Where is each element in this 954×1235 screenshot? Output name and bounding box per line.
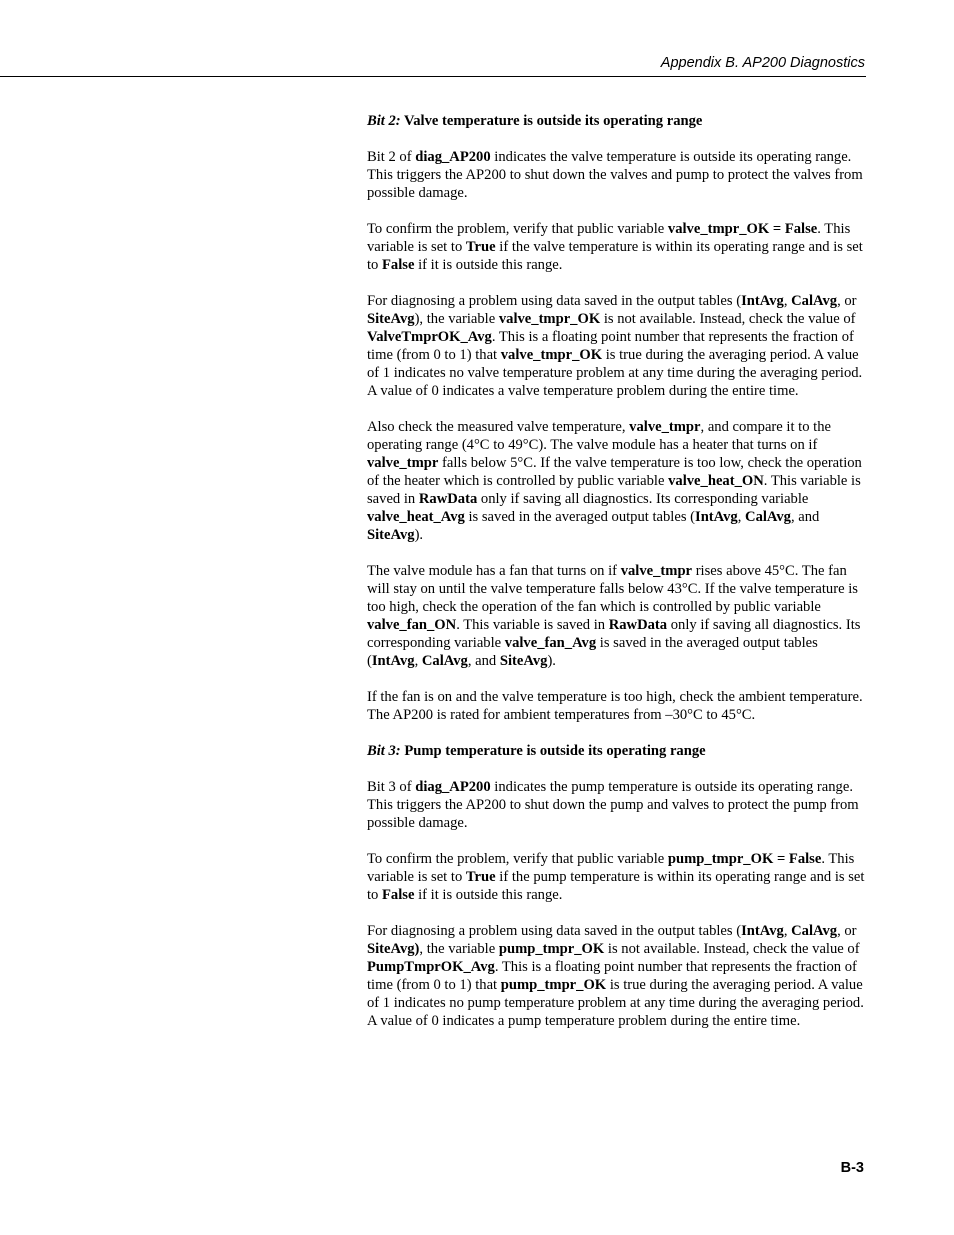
bold-term: CalAvg — [791, 923, 838, 939]
text-run: if it is outside this range. — [414, 887, 563, 903]
text-run: The valve module has a fan that turns on if — [367, 563, 621, 579]
bold-term: PumpTmprOK_Avg — [367, 959, 495, 975]
body-paragraph — [367, 922, 867, 1030]
bold-term: valve_tmpr_OK = False — [667, 221, 818, 237]
body-paragraph — [367, 850, 867, 904]
bold-term: valve_tmpr_OK — [498, 311, 601, 327]
text-run: , the variable — [419, 941, 499, 957]
text-run: rises above 45°C. The fan will stay on until the valve temperature falls below 43°C. If the valve temperature is too high, check the operation of the fan which is controlled by public variable — [367, 563, 858, 615]
text-run: is saved in the averaged output tables ( — [367, 635, 818, 669]
text-run: indicates the valve temperature is outside its operating range. This triggers the AP200 to shut down the valves and pump to protect the valves from possible damage. — [367, 149, 863, 201]
bold-term: CalAvg — [791, 293, 838, 309]
text-run: is true during the averaging period. A value of 1 indicates no pump temperature problem at any time during the averaging period. A value of 0 indicates a pump temperature problem during the entire time. — [367, 977, 864, 1029]
body-paragraph — [367, 148, 867, 202]
section-heading — [367, 742, 867, 760]
text-run: is true during the averaging period. A value of 1 indicates no valve temperature problem at any time during the averaging period. A value of 0 indicates a valve temperature problem during the entire time. — [367, 347, 863, 399]
body-paragraph — [367, 562, 867, 670]
text-run: . This variable is saved in — [367, 473, 861, 507]
text-run: For diagnosing a problem using data saved in the output tables ( — [367, 923, 742, 939]
text-run: Bit 3 of — [367, 779, 416, 795]
bold-term: valve_tmpr — [620, 563, 693, 579]
body-paragraph — [367, 220, 867, 274]
body-paragraph — [367, 292, 867, 400]
text-run: . This variable is saved in — [456, 617, 609, 633]
text-run: Also check the measured valve temperature, — [367, 419, 630, 435]
text-run: , — [414, 653, 422, 669]
text-run: if the valve temperature is within its operating range and is set to — [367, 239, 863, 273]
body-paragraph — [367, 418, 867, 544]
document-body — [367, 112, 867, 1048]
text-run: falls below 5°C. If the valve temperature is too low, check the operation of the heater which is controlled by public variable — [367, 455, 862, 489]
bold-term: valve_heat_Avg — [367, 509, 465, 525]
bit-label: Bit 3: — [367, 743, 401, 759]
bold-term: pump_tmpr_OK = False — [667, 851, 822, 867]
text-run: . This variable is set to — [367, 851, 855, 885]
text-run: Bit 2 of — [367, 149, 416, 165]
bold-term: SiteAvg — [367, 527, 415, 543]
text-run: , and compare it to the operating range (4°C to 49°C). The valve module has a heater that turns on if — [367, 419, 832, 453]
text-run: if it is outside this range. — [414, 257, 563, 273]
text-run: ). — [547, 653, 556, 669]
bold-term: valve_tmpr_OK — [500, 347, 603, 363]
section-heading — [367, 112, 867, 130]
text-run: indicates the pump temperature is outside its operating range. This triggers the AP200 to shut down the pump and valves to protect the pump from possible damage. — [367, 779, 859, 831]
bold-term: ValveTmprOK_Avg — [367, 329, 492, 345]
bold-term: IntAvg — [741, 923, 784, 939]
bold-term: CalAvg — [421, 653, 468, 669]
section-title: Valve temperature is outside its operating range — [404, 113, 703, 129]
text-run: is not available. Instead, check the value of — [600, 311, 856, 327]
text-run: If the fan is on and the valve temperature is too high, check the ambient temperature. The AP200 is rated for ambient temperatures from –30°C to 45°C. — [367, 689, 863, 723]
bold-term: pump_tmpr_OK — [498, 941, 605, 957]
bold-term: valve_fan_ON — [367, 617, 457, 633]
section-title: Pump temperature is outside its operating range — [404, 743, 706, 759]
text-run: is saved in the averaged output tables ( — [464, 509, 696, 525]
bold-term: True — [465, 239, 496, 255]
bold-term: diag_AP200 — [415, 779, 491, 795]
bold-term: valve_heat_ON — [668, 473, 764, 489]
bold-term: False — [382, 887, 415, 903]
text-run: . This is a floating point number that represents the fraction of time (from 0 to 1) that — [367, 329, 854, 363]
bold-term: IntAvg — [371, 653, 415, 669]
bold-term: pump_tmpr_OK — [500, 977, 607, 993]
running-header: Appendix B. AP200 Diagnostics — [660, 55, 865, 71]
text-run: , — [783, 293, 792, 309]
text-run: ), the variable — [414, 311, 499, 327]
text-run: To confirm the problem, verify that public variable — [367, 221, 668, 237]
bold-term: diag_AP200 — [415, 149, 491, 165]
text-run: , or — [837, 293, 857, 309]
text-run: , and — [467, 653, 500, 669]
text-run: For diagnosing a problem using data saved in the output tables ( — [367, 293, 742, 309]
bold-term: SiteAvg — [499, 653, 548, 669]
body-paragraph — [367, 688, 867, 724]
bit-label: Bit 2: — [367, 113, 401, 129]
bold-term: CalAvg — [745, 509, 791, 525]
text-run: ). — [414, 527, 424, 543]
bold-term: IntAvg — [695, 509, 738, 525]
bold-term: valve_tmpr — [367, 455, 439, 471]
bold-term: SiteAvg) — [367, 941, 420, 957]
bold-term: valve_fan_Avg — [504, 635, 597, 651]
page-number: B-3 — [840, 1160, 864, 1176]
bold-term: RawData — [608, 617, 668, 633]
bold-term: RawData — [418, 491, 478, 507]
text-run: , — [783, 923, 792, 939]
bold-term: valve_tmpr — [629, 419, 701, 435]
header-divider — [0, 76, 866, 77]
text-run: To confirm the problem, verify that public variable — [367, 851, 668, 867]
text-run: , and — [790, 509, 820, 525]
bold-term: SiteAvg — [367, 311, 415, 327]
text-run: only if saving all diagnostics. Its corresponding variable — [477, 491, 809, 507]
text-run: . This variable is set to — [367, 221, 851, 255]
bold-term: IntAvg — [741, 293, 784, 309]
text-run: , — [737, 509, 746, 525]
bold-term: True — [465, 869, 496, 885]
text-run: if the pump temperature is within its operating range and is set to — [367, 869, 865, 903]
body-paragraph — [367, 778, 867, 832]
bold-term: False — [382, 257, 415, 273]
text-run: . This is a floating point number that represents the fraction of time (from 0 to 1) that — [367, 959, 857, 993]
text-run: only if saving all diagnostics. Its corresponding variable — [367, 617, 861, 651]
text-run: is not available. Instead, check the value of — [604, 941, 860, 957]
text-run: , or — [837, 923, 857, 939]
